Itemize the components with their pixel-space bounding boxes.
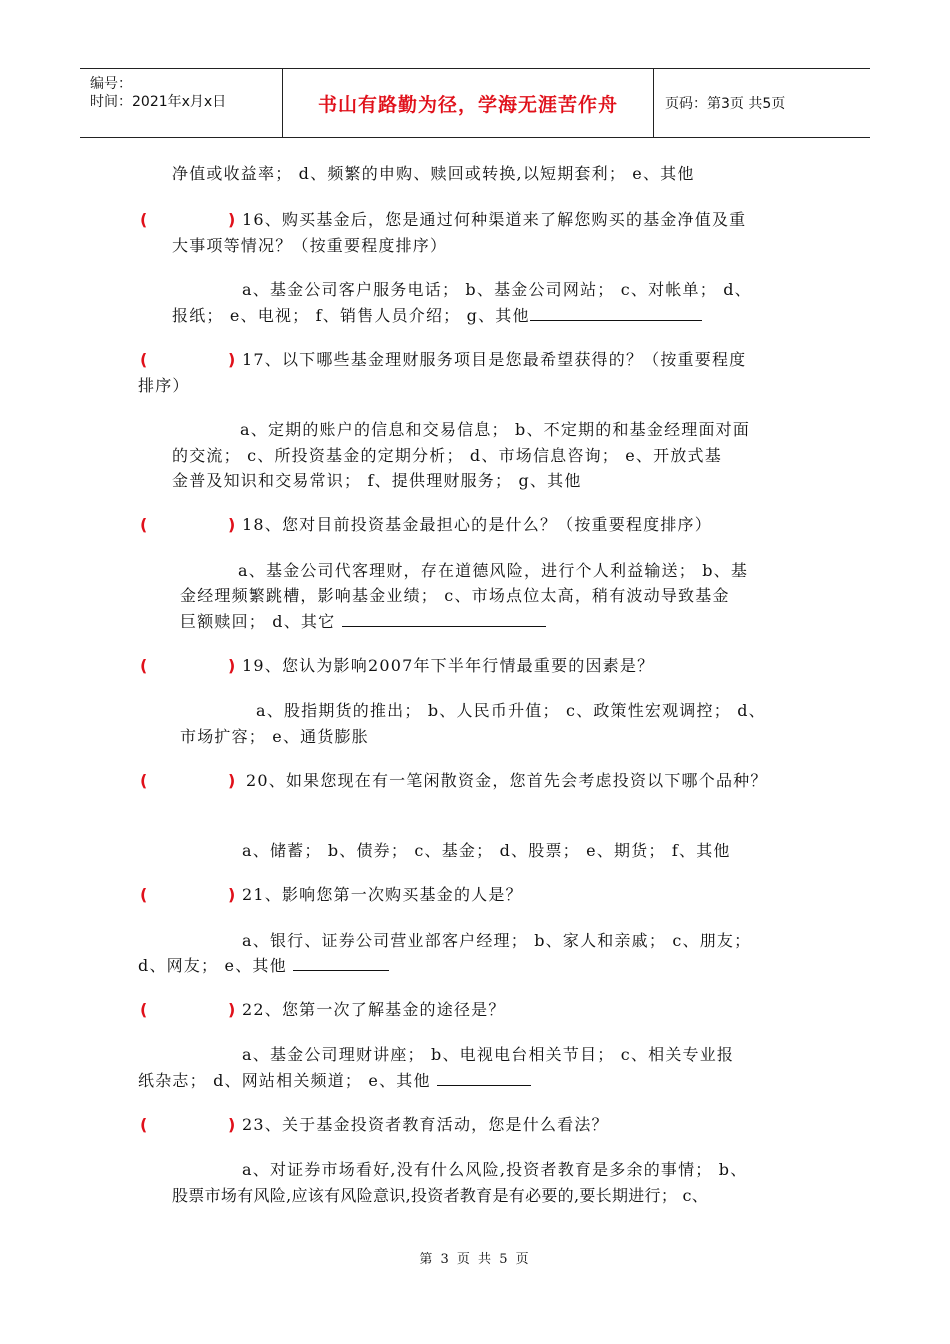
- answer-paren-open: (: [140, 656, 148, 675]
- option-line: 市场扩容； e、通货膨胀: [180, 727, 369, 746]
- page-label: 页码：第3页 共5页: [665, 96, 786, 112]
- answer-paren-open: (: [140, 210, 148, 229]
- answer-blank[interactable]: [293, 956, 389, 971]
- option-line: a、银行、证券公司营业部客户经理； b、家人和亲戚； c、朋友；: [242, 931, 752, 950]
- header-meta-cell: [80, 69, 282, 137]
- answer-paren-open: (: [140, 885, 148, 904]
- option-line: 金经理频繁跳槽，影响基金业绩； c、市场点位太高，稍有波动导致基金: [180, 586, 730, 605]
- question-text: 23、关于基金投资者教育活动，您是什么看法？: [242, 1115, 609, 1134]
- page-footer: 第 3 页 共 5 页: [419, 1252, 531, 1267]
- answer-blank[interactable]: [530, 306, 702, 321]
- option-line: a、对证券市场看好,没有什么风险,投资者教育是多余的事情； b、: [242, 1160, 748, 1179]
- answer-paren-close: ): [228, 885, 236, 904]
- question-text-cont: 排序）: [138, 376, 190, 395]
- code-label: 编号：: [90, 76, 132, 92]
- time-label: 时间：2021年x月x日: [90, 94, 227, 110]
- option-line: a、定期的账户的信息和交易信息； b、不定期的和基金经理面对面: [240, 420, 751, 439]
- question-text: 21、影响您第一次购买基金的人是？: [242, 885, 523, 904]
- answer-paren-open: (: [140, 350, 148, 369]
- question-text: 19、您认为影响2007年下半年行情最重要的因素是？: [242, 656, 655, 675]
- question-text: 22、您第一次了解基金的途径是？: [242, 1000, 506, 1019]
- question-text: 16、购买基金后，您是通过何种渠道来了解您购买的基金净值及重: [242, 210, 747, 229]
- option-line: a、股指期货的推出； b、人民币升值； c、政策性宏观调控； d、: [256, 701, 766, 720]
- option-line: d、网友； e、其他: [138, 956, 389, 976]
- answer-paren-close: ): [228, 350, 236, 369]
- header-motto-cell: [282, 69, 654, 137]
- option-line: 的交流； c、所投资基金的定期分析； d、市场信息咨询； e、开放式基: [172, 446, 722, 465]
- option-line: a、基金公司理财讲座； b、电视电台相关节目； c、相关专业报: [242, 1045, 735, 1064]
- answer-paren-open: (: [140, 771, 148, 790]
- question-text: 17、以下哪些基金理财服务项目是您最希望获得的？（按重要程度: [242, 350, 747, 369]
- page-header: [80, 68, 870, 138]
- answer-paren-close: ): [228, 1115, 236, 1134]
- answer-paren-open: (: [140, 515, 148, 534]
- answer-paren-close: ): [228, 771, 236, 790]
- answer-paren-close: ): [228, 656, 236, 675]
- option-line: 金普及知识和交易常识； f、提供理财服务； g、其他: [172, 471, 582, 490]
- question-text: 18、您对目前投资基金最担心的是什么？（按重要程度排序）: [242, 515, 712, 534]
- answer-blank[interactable]: [342, 612, 546, 627]
- answer-blank[interactable]: [437, 1071, 531, 1086]
- option-line: 股票市场有风险,应该有风险意识,投资者教育是有必要的,要长期进行； c、: [172, 1186, 709, 1205]
- answer-paren-close: ): [228, 515, 236, 534]
- header-page-cell: [653, 69, 870, 137]
- continuation-line: 净值或收益率； d、频繁的申购、赎回或转换,以短期套利； e、其他: [172, 164, 695, 183]
- answer-paren-open: (: [140, 1115, 148, 1134]
- question-text: 20、如果您现在有一笔闲散资金，您首先会考虑投资以下哪个品种？: [246, 771, 768, 790]
- option-line: a、基金公司客户服务电话； b、基金公司网站； c、对帐单； d、: [242, 280, 752, 299]
- answer-paren-open: (: [140, 1000, 148, 1019]
- question-text-cont: 大事项等情况？（按重要程度排序）: [172, 236, 448, 255]
- option-line: 报纸； e、电视； f、销售人员介绍； g、其他: [172, 306, 702, 326]
- motto: 书山有路勤为径，学海无涯苦作舟: [317, 93, 618, 116]
- answer-paren-close: ): [228, 1000, 236, 1019]
- option-line: 纸杂志； d、网站相关频道； e、其他: [138, 1071, 531, 1091]
- option-line: 巨额赎回； d、其它: [180, 612, 546, 632]
- answer-paren-close: ): [228, 210, 236, 229]
- option-line: a、基金公司代客理财，存在道德风险，进行个人利益输送； b、基: [238, 561, 749, 580]
- option-line: a、储蓄； b、债券； c、基金； d、股票； e、期货； f、其他: [242, 841, 731, 860]
